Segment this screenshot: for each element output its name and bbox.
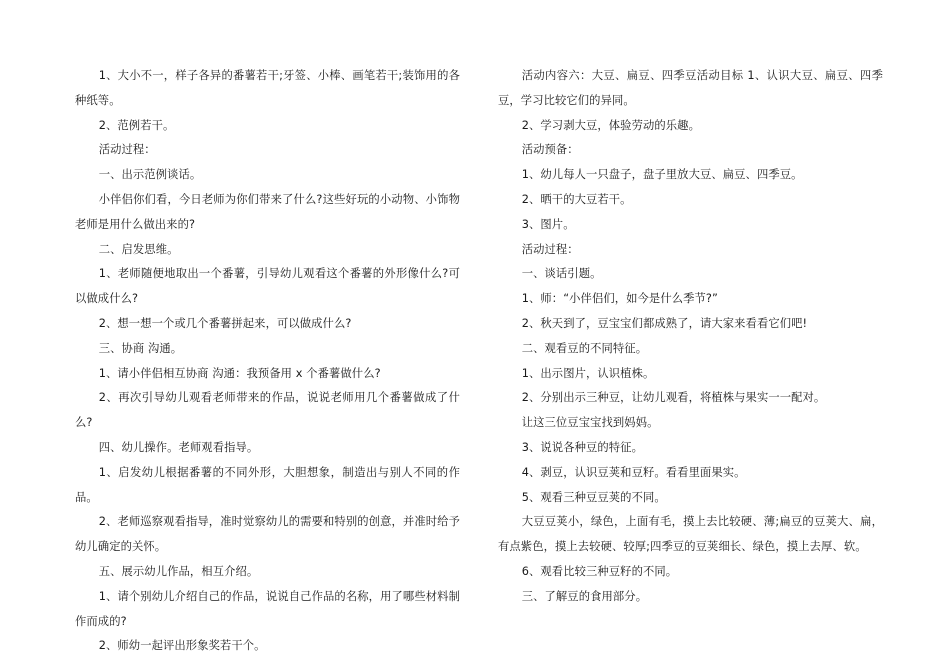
paragraph: 大豆豆荚小，绿色，上面有毛，摸上去比较硬、薄;扁豆的豆荚大、扁，有点紫色，摸上去较硬、较厚;四季豆的豆荚细长、绿色，摸上去厚、软。: [498, 515, 883, 554]
paragraph: 一、出示范例谈话。: [98, 168, 202, 182]
paragraph: 二、观看豆的不同特征。: [521, 341, 648, 355]
paragraph: 2、晒干的大豆若干。: [521, 192, 632, 206]
paragraph: 1、幼儿每人一只盘子，盘子里放大豆、扁豆、四季豆。: [521, 168, 803, 182]
left-column: [75, 64, 460, 659]
paragraph: 1、老师随便地取出一个番薯，引导幼儿观看这个番薯的外形像什么?可以做成什么?: [75, 267, 460, 306]
paragraph: 2、想一想一个或几个番薯拼起来，可以做成什么?: [98, 316, 352, 330]
paragraph: 1、出示图片，认识植株。: [521, 366, 655, 380]
paragraph: 2、范例若干。: [98, 118, 175, 132]
paragraph: 三、协商 沟通。: [98, 341, 183, 355]
paragraph: 1、请小伴侣相互协商 沟通：我预备用 x 个番薯做什么?: [98, 366, 381, 380]
paragraph: 小伴侣你们看，今日老师为你们带来了什么?这些好玩的小动物、小饰物老师是用什么做出来的?: [75, 192, 460, 231]
paragraph: 活动预备：: [521, 143, 579, 157]
paragraph: 1、师：“小伴侣们，如今是什么季节?”: [521, 292, 718, 306]
paragraph: 一、谈话引题。: [521, 267, 602, 281]
paragraph: 活动过程：: [98, 143, 156, 157]
paragraph: 6、观看比较三种豆籽的不同。: [521, 564, 678, 578]
paragraph: 2、分别出示三种豆，让幼儿观看，将植株与果实一一配对。: [521, 391, 826, 405]
paragraph: 三、了解豆的食用部分。: [521, 589, 648, 603]
paragraph: 2、师幼一起评出形象奖若干个。: [98, 639, 266, 653]
paragraph: 活动过程：: [521, 242, 579, 256]
paragraph: 活动内容六：大豆、扁豆、四季豆活动目标 1、认识大豆、扁豆、四季豆，学习比较它们的异同。: [498, 69, 883, 107]
paragraph: 2、再次引导幼儿观看老师带来的作品，说说老师用几个番薯做成了什么?: [75, 391, 460, 430]
paragraph: 2、老师巡察观看指导，准时觉察幼儿的需要和特别的创意，并准时给予幼儿确定的关怀。: [75, 515, 460, 554]
paragraph: 五、展示幼儿作品，相互介绍。: [98, 564, 259, 578]
paragraph: 2、学习剥大豆，体验劳动的乐趣。: [521, 118, 700, 132]
paragraph: 四、幼儿操作。老师观看指导。: [98, 440, 259, 454]
paragraph: 3、图片。: [521, 217, 575, 231]
paragraph: 让这三位豆宝宝找到妈妈。: [521, 416, 659, 430]
paragraph: 2、秋天到了，豆宝宝们都成熟了，请大家来看看它们吧!: [521, 316, 808, 330]
paragraph: 5、观看三种豆豆荚的不同。: [521, 490, 666, 504]
paragraph: 3、说说各种豆的特征。: [521, 440, 643, 454]
paragraph: 1、大小不一，样子各异的番薯若干;牙签、小棒、画笔若干;装饰用的各种纸等。: [75, 69, 460, 107]
paragraph: 1、启发幼儿根据番薯的不同外形，大胆想象，制造出与别人不同的作品。: [75, 465, 460, 504]
paragraph: 1、请个别幼儿介绍自己的作品，说说自己作品的名称，用了哪些材料制作而成的?: [75, 589, 460, 628]
paragraph: 二、启发思维。: [98, 242, 179, 256]
paragraph: 4、剥豆，认识豆荚和豆籽。看看里面果实。: [521, 465, 746, 479]
right-column: [498, 64, 883, 610]
